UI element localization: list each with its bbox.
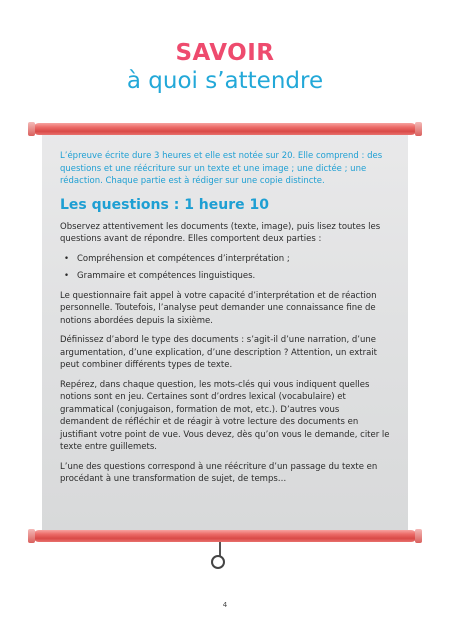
paragraph-1: Observez attentivement les documents (texte, image), puis lisez toutes les questions avant de répondre. Elles comportent deux parties : [60, 221, 381, 244]
screen-content [60, 150, 390, 493]
paragraph-4: Repérez, dans chaque question, les mots-clés qui vous indiquent quelles notions sont en jeu. Certaines sont d’ordres lexical (vocabulaire) et grammatical (conjugaison, formation de mot, etc.). D’autres vous demandent de réfléchir et de réagir à votre lecture des documents en justifiant votre point de vue. Vous devez, dès qu’on vous le demande, citer le texte entre guillemets. [60, 379, 390, 452]
screen-bottom-rod [33, 530, 417, 542]
page-number: 4 [222, 601, 228, 609]
screen-bottom-rod-cap-right [415, 529, 422, 543]
pull-cord [219, 542, 221, 556]
intro-paragraph: L’épreuve écrite dure 3 heures et elle est notée sur 20. Elle comprend : des questions et une réécriture sur un texte et une image ; une dictée ; une rédaction. Chaque partie est à rédiger sur une copie distincte. [60, 151, 383, 186]
bullet-icon: • [64, 253, 70, 264]
screen-bottom-rod-cap-left [28, 529, 35, 543]
page-title: SAVOIR [175, 40, 275, 66]
bullet-icon: • [64, 271, 70, 281]
screen-top-rod [33, 123, 417, 135]
list-item: • Compréhension et compétences d’interprétation ; [64, 253, 290, 264]
list-item: • Grammaire et compétences linguistiques. [64, 271, 256, 281]
page-subtitle: à quoi s’attendre [126, 68, 324, 94]
screen-top-rod-cap-right [415, 122, 422, 136]
paragraph-5: L’une des questions correspond à une réécriture d’un passage du texte en procédant à une transformation de sujet, de temps… [60, 461, 378, 484]
paragraph-2: Le questionnaire fait appel à votre capacité d’interprétation et de réaction personnelle. Toutefois, l’analyse peut demander une connaissance fine de notions abordées depuis la sixième. [60, 290, 377, 326]
pull-ring [211, 555, 225, 569]
paragraph-3: Définissez d’abord le type des documents : s’agit-il d’une narration, d’une argumentation, d’une explication, d’une description ? Attention, un extrait peut combiner différents types de texte. [60, 335, 377, 370]
screen-top-rod-cap-left [28, 122, 35, 136]
bullet-list [60, 253, 390, 283]
section-title: Les questions : 1 heure 10 [60, 196, 269, 213]
